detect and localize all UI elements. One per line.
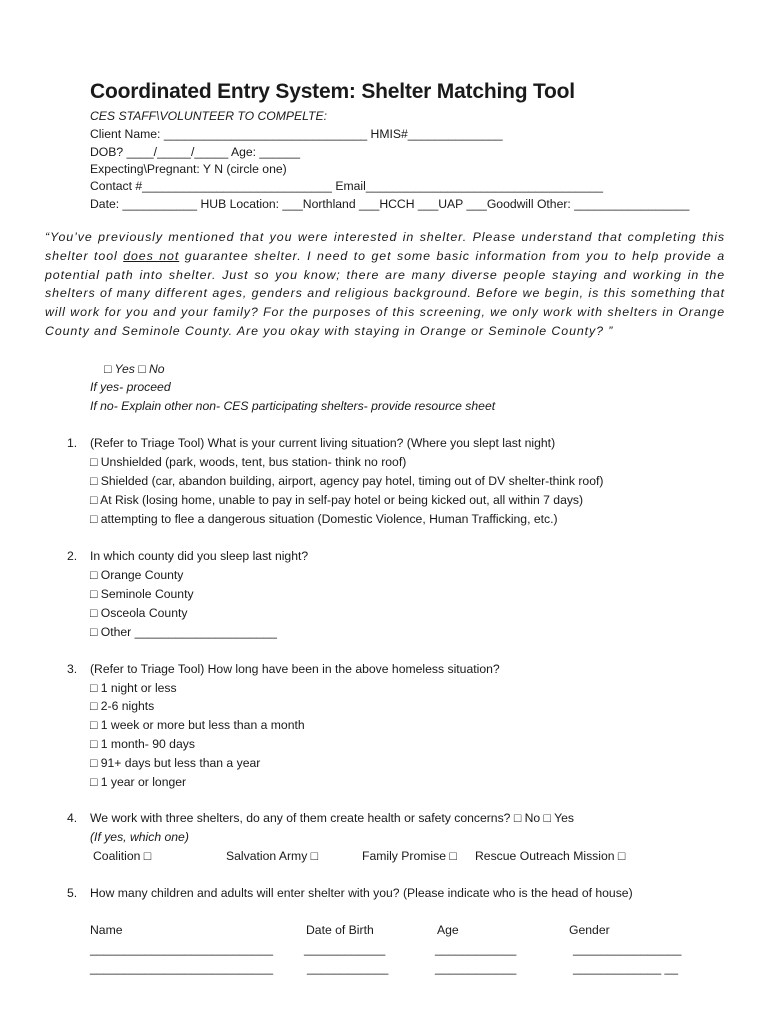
q4-shelter-option[interactable]: Rescue Outreach Mission □ <box>475 849 626 863</box>
q2-option[interactable]: □ Other _____________________ <box>90 625 277 639</box>
q5-number: 5. <box>67 886 78 900</box>
q2-option[interactable]: □ Seminole County <box>90 587 194 601</box>
q2-text: In which county did you sleep last night? <box>90 549 309 563</box>
q1-option[interactable]: □ attempting to flee a dangerous situation (Domestic Violence, Human Trafficking, etc.) <box>90 512 558 526</box>
intro-text-2: guarantee shelter. I need to get some basic information from you to help provide a potential path into shelter. Just so you know; there are many diverse people staying and working in the shelters of many different ages, genders and religious background. Before we begin, is this something that will work for you and your family? For the purposes of this screening, we only work with shelters in Orange County and Seminole County. Are you okay with staying in Orange or Seminole County? ” <box>45 248 725 338</box>
household-col-age: Age <box>437 923 459 937</box>
page-title: Coordinated Entry System: Shelter Matching Tool <box>90 80 575 103</box>
household-col-dob: Date of Birth <box>306 923 374 937</box>
household-age-blank[interactable]: ____________ <box>435 961 517 975</box>
q4-shelter-option[interactable]: Salvation Army □ <box>226 849 319 863</box>
household-name-blank[interactable]: ___________________________ <box>90 961 274 975</box>
staff-instruction: CES STAFF\VOLUNTEER TO COMPELTE: <box>90 109 328 123</box>
intro-if-yes: If yes- proceed <box>90 380 171 394</box>
q1-text: (Refer to Triage Tool) What is your current living situation? (Where you slept last night) <box>90 436 556 450</box>
q3-text: (Refer to Triage Tool) How long have been in the above homeless situation? <box>90 662 500 676</box>
q5-text: How many children and adults will enter shelter with you? (Please indicate who is the head of house) <box>90 886 633 900</box>
q4-number: 4. <box>67 811 78 825</box>
household-gender-blank[interactable]: ________________ <box>573 942 682 956</box>
q3-option[interactable]: □ 2-6 nights <box>90 699 155 713</box>
q3-option[interactable]: □ 1 month- 90 days <box>90 737 195 751</box>
intro-if-no: If no- Explain other non- CES participating shelters- provide resource sheet <box>90 399 496 413</box>
q3-option[interactable]: □ 1 night or less <box>90 681 177 695</box>
q4-subtext: (If yes, which one) <box>90 830 189 844</box>
household-age-blank[interactable]: ____________ <box>435 942 517 956</box>
household-dob-blank[interactable]: ____________ <box>304 942 386 956</box>
q1-number: 1. <box>67 436 78 450</box>
q2-option[interactable]: □ Orange County <box>90 568 184 582</box>
q3-option[interactable]: □ 1 year or longer <box>90 775 187 789</box>
q3-number: 3. <box>67 662 78 676</box>
q4-shelter-option[interactable]: Family Promise □ <box>362 849 457 863</box>
q1-option[interactable]: □ Unshielded (park, woods, tent, bus station- think no roof) <box>90 455 407 469</box>
q1-option[interactable]: □ At Risk (losing home, unable to pay in self-pay hotel or being kicked out, all within 7 days) <box>90 493 584 507</box>
household-gender-blank[interactable]: _____________ __ <box>573 961 679 975</box>
intro-emphasis: does not <box>123 248 180 263</box>
intro-yes-no-checkboxes[interactable]: □ Yes □ No <box>104 362 165 376</box>
expecting-pregnant-field[interactable]: Expecting\Pregnant: Y N (circle one) <box>90 162 287 176</box>
q4-shelter-option[interactable]: Coalition □ <box>93 849 152 863</box>
household-col-name: Name <box>90 923 123 937</box>
date-hub-location-field[interactable]: Date: ___________ HUB Location: ___Northland ___HCCH ___UAP ___Goodwill Other: _________________ <box>90 197 690 211</box>
dob-age-field[interactable]: DOB? ____/_____/_____ Age: ______ <box>90 145 301 159</box>
q2-number: 2. <box>67 549 78 563</box>
q1-option[interactable]: □ Shielded (car, abandon building, airport, agency pay hotel, timing out of DV shelter-think roof) <box>90 474 604 488</box>
q4-text[interactable]: We work with three shelters, do any of them create health or safety concerns? □ No □ Yes <box>90 811 574 825</box>
household-name-blank[interactable]: ___________________________ <box>90 942 274 956</box>
intro-text-1: “You’ve previously mentioned that you were interested in shelter. Please understand that completing this shelter tool <box>45 230 725 263</box>
client-name-field[interactable]: Client Name: ______________________________ HMIS#______________ <box>90 127 503 141</box>
household-dob-blank[interactable]: ____________ <box>307 961 389 975</box>
q3-option[interactable]: □ 1 week or more but less than a month <box>90 718 305 732</box>
q2-option[interactable]: □ Osceola County <box>90 606 188 620</box>
contact-email-field[interactable]: Contact #____________________________ Email___________________________________ <box>90 179 604 193</box>
intro-script <box>45 228 725 341</box>
q3-option[interactable]: □ 91+ days but less than a year <box>90 756 261 770</box>
household-col-gender: Gender <box>569 923 610 937</box>
